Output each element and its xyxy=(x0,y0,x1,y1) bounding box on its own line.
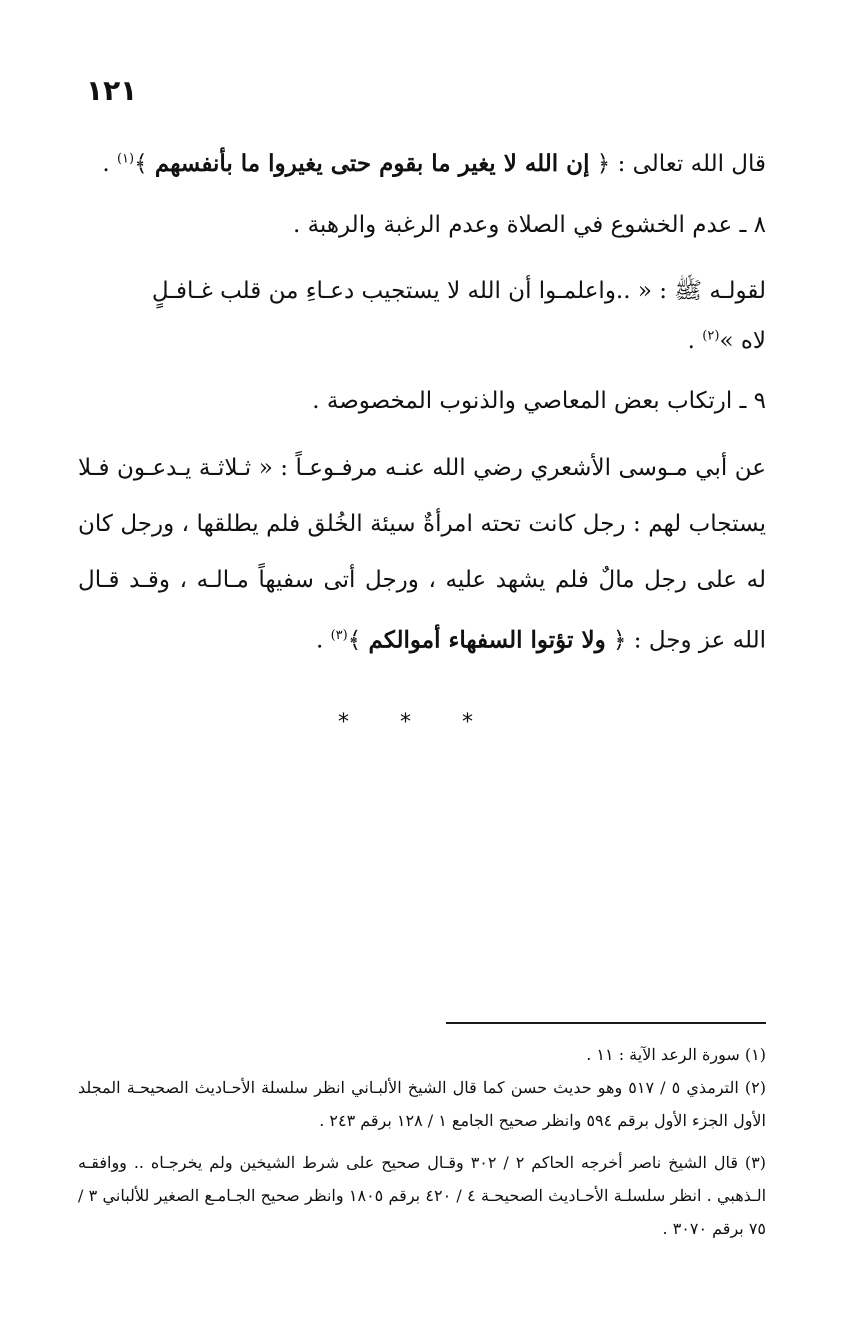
hadith-2-close-bracket: ﴾ xyxy=(347,627,362,654)
item-9: ٩ ـ ارتكاب بعض المعاصي والذنوب المخصوصة . xyxy=(312,388,766,414)
hadith-1-line-2 xyxy=(78,328,766,354)
page-number: ١٢١ xyxy=(86,74,138,107)
hadith-1-end-text: لاه » xyxy=(719,328,766,354)
verse-end: . xyxy=(102,151,117,177)
footnote-1: (١) سورة الرعد الآية : ١١ . xyxy=(586,1045,766,1064)
item-8: ٨ ـ عدم الخشوع في الصلاة وعدم الرغبة والرهبة . xyxy=(292,212,766,238)
hadith-1-end-dot: . xyxy=(687,328,703,354)
footnote-ref-2: (٢) xyxy=(702,328,720,344)
footnote-ref-1: (١) xyxy=(116,151,135,167)
hadith-2-text: عن أبي مـوسى الأشعري رضي الله عنـه مرفـوعـاً : « ثـلاثـة يـدعـون فـلا يستجاب لهم : رجل كانت تحته امرأةٌ سيئة الخُلق فلم يطلقها ، ورجل كان له على رجل مالٌ فلم يشهد عليه ، ورجل أتى سفيهاً مـالـه ، وقـد قـال الله عز وجل : ﴿ xyxy=(78,455,766,654)
hadith-2-quran: ولا تؤتوا السفهاء أموالكم xyxy=(368,626,606,654)
section-separator: * * * xyxy=(338,710,495,735)
verse-close-bracket: ﴾ xyxy=(134,151,148,177)
verse-text: إن الله لا يغير ما بقوم حتى يغيروا ما بأنفسهم xyxy=(154,150,590,177)
footnote-3: (٣) قال الشيخ ناصر أخرجه الحاكم ٢ / ٣٠٢ وقـال صحيح على شرط الشيخين ولم يخرجـاه .. ووافقـه الـذهبي . انظر سلسلـة الأحـاديث الصحيحـة ٤ / ٤٢٠ برقم ١٨٠٥ وانظر صحيح الجـامـع الصغير للألباني ٣ / ٧٥ برقم ٣٠٧٠ . xyxy=(78,1153,767,1238)
footnote-divider xyxy=(446,1022,766,1024)
hadith-2-paragraph xyxy=(78,440,766,669)
footnote-ref-3: (٣) xyxy=(330,628,348,643)
hadith-2-end: . xyxy=(315,627,331,654)
paragraph-quran-verse xyxy=(78,150,766,177)
verse-intro: قال الله تعالى : ﴿ xyxy=(596,151,766,177)
footnote-2: (٢) الترمذي ٥ / ٥١٧ وهو حديث حسن كما قال الشيخ الألبـاني انظر سلسلة الأحـاديث الصحيحـة المجلد الأول الجزء الأول برقم ٥٩٤ وانظر صحيح الجامع ١ / ١٢٨ برقم ٢٤٣ . xyxy=(78,1078,766,1130)
hadith-1-line-1: لقولـه ﷺ : « ..واعلمـوا أن الله لا يستجيب دعـاءِ من قلب غـافـلٍ xyxy=(151,278,766,304)
